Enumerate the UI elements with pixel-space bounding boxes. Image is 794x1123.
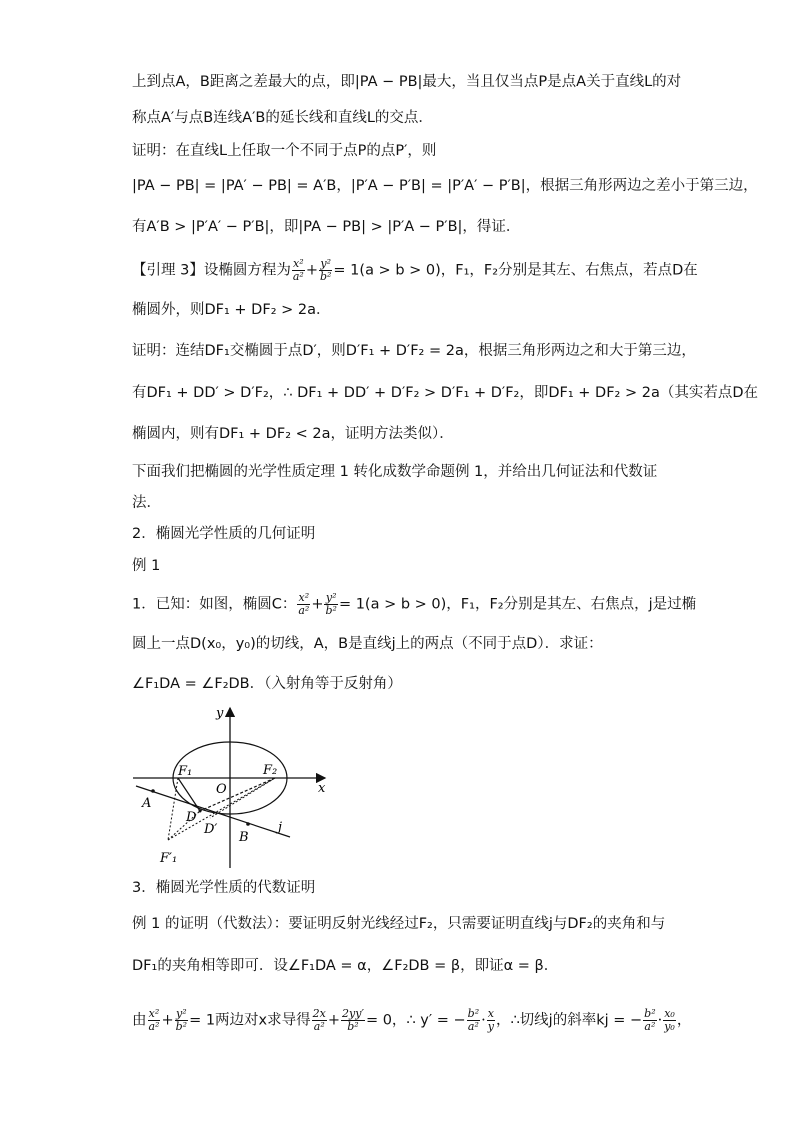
text-line-19: 例 1 的证明（代数法）：要证明反射光线经过F₂，只需要证明直线j与DF₂的夹角和与	[132, 916, 666, 932]
fraction-2x-a2: $\frac{2x}{\text{a²}}$	[312, 1007, 326, 1033]
text-line-1: 上到点A，B距离之差最大的点，即|PA − PB|最大，当且仅当点P是点A关于直线L的对	[132, 74, 682, 90]
example-1-lead: 1．已知：如图，椭圆C：	[132, 596, 297, 613]
fraction-x0-y0: $\frac{\text{x₀}}{\text{y₀}}$	[664, 1007, 675, 1033]
label-D: D	[186, 810, 197, 825]
text-line-11: 下面我们把椭圆的光学性质定理 1 转化成数学命题例 1，并给出几何证法和代数证	[132, 464, 658, 480]
example-1-label: 例 1	[132, 558, 161, 574]
label-B: B	[239, 830, 249, 845]
label-j: j	[278, 820, 283, 835]
section-3-heading: 3．椭圆光学性质的代数证明	[132, 880, 316, 896]
label-axis-x: x	[318, 781, 326, 796]
label-F2: F₂	[263, 763, 278, 778]
point-B	[246, 822, 250, 826]
label-F1prime: F′₁	[160, 851, 178, 866]
text-line-12: 法．	[132, 495, 161, 511]
derivative-text-3: ，∴切线j的斜率kj = −	[495, 1012, 643, 1029]
text-line-9: 有DF₁ + DD′ > D′F₂，∴ DF₁ + DD′ + D′F₂ > D′F₁ + D′F₂，即DF₁ + DF₂ > 2a（其实若点D在	[132, 385, 759, 401]
derivative-text-2: = 0，∴ y′ = −	[365, 1012, 466, 1029]
lemma-3-rest: = 1(a > b > 0)，F₁，F₂分别是其左、右焦点，若点D在	[333, 262, 698, 279]
fraction-x-y: $\frac{x}{y}$	[487, 1007, 494, 1033]
text-line-2: 称点A′与点B连线A′B的延长线和直线L的交点．	[132, 110, 433, 126]
fraction-x2-a2: $\frac{\text{x²}}{\text{a²}}$	[292, 257, 304, 283]
label-axis-y: y	[216, 706, 224, 721]
fraction-2yy-b2: $\frac{2yy'}{\text{b²}}$	[342, 1007, 364, 1033]
fraction-y2-b2: $\frac{\text{y²}}{\text{b²}}$	[175, 1007, 188, 1033]
segment-F1-D	[178, 778, 200, 811]
text-line-4: |PA − PB| = |PA′ − PB| = A′B，|P′A − P′B| = |P′A′ − P′B|，根据三角形两边之差小于第三边，	[132, 178, 758, 194]
fraction-b2-a2: $\frac{\text{b²}}{\text{a²}}$	[644, 1007, 656, 1033]
fraction-x2-a2: $\frac{\text{x²}}{\text{a²}}$	[148, 1007, 160, 1033]
fraction-b2-a2: $\frac{\text{b²}}{\text{a²}}$	[467, 1007, 480, 1033]
text-line-5: 有A′B > |P′A′ − P′B|，即|PA − PB| > |P′A − P′B|，得证．	[132, 219, 521, 235]
text-line-3: 证明：在直线L上任取一个不同于点P的点P′，则	[132, 143, 437, 159]
lemma-3-label: 【引理 3】设椭圆方程为	[132, 262, 291, 279]
label-A: A	[142, 796, 152, 811]
derivative-text-1: = 1两边对x求导得	[189, 1012, 311, 1029]
derivative-text-4: ，	[676, 1012, 692, 1029]
point-D	[199, 810, 202, 813]
example-1-rest: = 1(a > b > 0)，F₁，F₂分别是其左、右焦点，j是过椭	[338, 596, 697, 613]
example-1-problem: 1．已知：如图，椭圆C： $\frac{\text{x²}}{\text{a²}}$ + $\frac{\text{y²}}{\text{b²}}$ = 1(a > b > 0)，F₁，F₂分别是其左、右焦点，j是过椭	[132, 591, 697, 617]
derivative-lead: 由	[132, 1012, 147, 1029]
segment-F1-F1prime	[168, 778, 178, 840]
fraction-y2-b2: $\frac{\text{y²}}{\text{b²}}$	[319, 257, 332, 283]
text-line-10: 椭圆内，则有DF₁ + DF₂ < 2a，证明方法类似）．	[132, 426, 454, 442]
text-line-20: DF₁的夹角相等即可．设∠F₁DA = α，∠F₂DB = β，即证α = β．	[132, 958, 559, 974]
ellipse-diagram	[128, 700, 338, 870]
fraction-x2-a2: $\frac{\text{x²}}{\text{a²}}$	[298, 591, 310, 617]
text-line-8: 证明：连结DF₁交椭圆于点D′，则D′F₁ + D′F₂ = 2a，根据三角形两边之和大于第三边，	[132, 343, 696, 359]
text-line-16: 圆上一点D(x₀，y₀)的切线，A，B是直线j上的两点（不同于点D）．求证：	[132, 636, 603, 652]
section-2-heading: 2．椭圆光学性质的几何证明	[132, 526, 316, 542]
lemma-3-line: 【引理 3】设椭圆方程为 $\frac{\text{x²}}{\text{a²}}$ + $\frac{\text{y²}}{\text{b²}}$ = 1(a > b > 0)，F₁，F₂分别是其左、右焦点，若点D在	[132, 257, 698, 283]
fraction-y2-b2: $\frac{\text{y²}}{\text{b²}}$	[325, 591, 337, 617]
derivative-line: 由 $\frac{\text{x²}}{\text{a²}}$ + $\frac{\text{y²}}{\text{b²}}$ = 1两边对x求导得 $\frac{2x}{\text{a²}}$ + $\frac{2yy'}{\text{b²}}$ = 0，∴ y′ = − $\frac{\text{b²}}{\text{a²}}$ · $\frac{x}{y}$ ，∴切线j的斜率kj = − $\frac{\text{b²}}{\text{a²}}$ · $\frac{\text{x₀}}{\text{y₀}}$ ，	[132, 1007, 692, 1033]
text-line-17: ∠F₁DA = ∠F₂DB．（入射角等于反射角）	[132, 676, 402, 692]
point-A	[151, 789, 155, 793]
label-origin: O	[216, 782, 227, 797]
label-F1: F₁	[178, 764, 193, 779]
segment-F2-D	[200, 778, 275, 811]
label-Dprime: D′	[204, 822, 218, 837]
text-line-7: 椭圆外，则DF₁ + DF₂ > 2a．	[132, 302, 331, 318]
